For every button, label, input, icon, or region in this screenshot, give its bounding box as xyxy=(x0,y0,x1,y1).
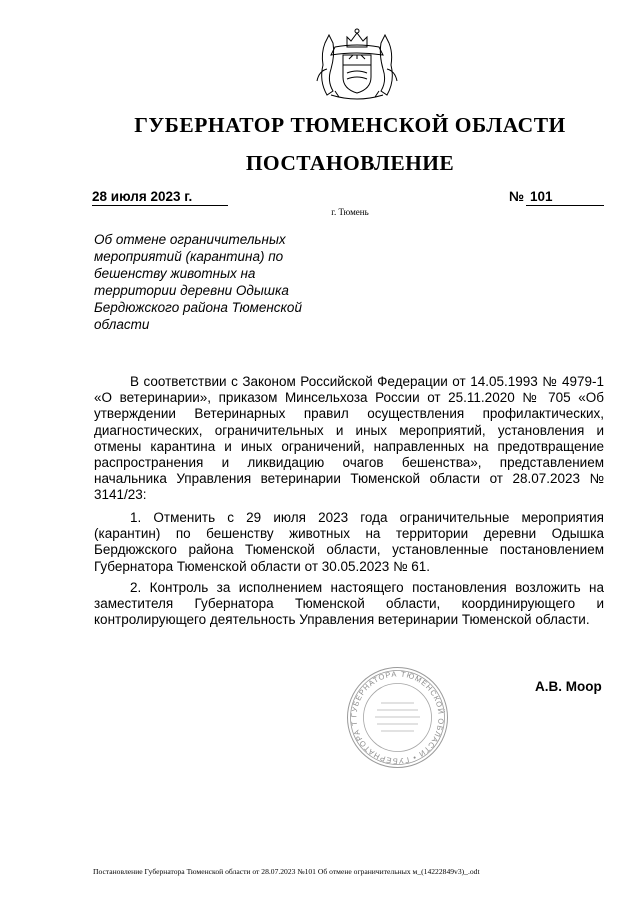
number-label: № xyxy=(509,189,525,204)
coat-of-arms-icon xyxy=(313,25,401,103)
preamble-paragraph: В соответствии с Законом Российской Федерации от 14.05.1993 № 4979-1 «О ветеринарии», приказом Минсельхоза России от 25.11.2020 № 705 «Об утверждении Ветеринарных правил осуществления профилактических, диагностических, ограничительных и иных мероприятий, установления и отмены карантина и иных ограничений, направленных на предотвращение распространения и ликвидацию очагов бешенства», представлением начальника Управления ветеринарии Тюменской области от 28.07.2023 № 3141/23: xyxy=(94,374,604,503)
clause-2-paragraph: 2. Контроль за исполнением настоящего постановления возложить на заместителя Губернатора Тюменской области, координирующего и контролирующего деятельность Управления ветеринарии Тюменской области. xyxy=(94,580,604,628)
document-type: ПОСТАНОВЛЕНИЕ xyxy=(245,151,455,175)
document-number: 101 xyxy=(530,189,553,204)
svg-text:ГУБЕРНАТОРА ТЮМЕНСКОЙ ОБЛАСТИ: ГУБЕРНАТОРА ТЮМЕНСКОЙ ОБЛАСТИ • ГУБЕРНАТОРА Т xyxy=(349,669,446,766)
date-underline xyxy=(92,205,228,206)
issuing-authority: ГУБЕРНАТОР ТЮМЕНСКОЙ ОБЛАСТИ xyxy=(134,113,566,137)
document-date: 28 июля 2023 г. xyxy=(92,189,193,204)
signer-name: А.В. Моор xyxy=(535,679,602,694)
official-seal-stamp-icon xyxy=(345,665,450,770)
footer-file-reference: Постановление Губернатора Тюменской области от 28.07.2023 №101 Об отмене ограничительных м_(14222849v3)_.odt xyxy=(93,867,480,876)
clause-1-paragraph: 1. Отменить с 29 июля 2023 года ограничительные мероприятия (карантин) по бешенству животных на территории деревни Одышка Бердюжского района Тюменской области, установленные постановлением Губернатора Тюменской области от 30.05.2023 № 61. xyxy=(94,510,604,574)
document-city: г. Тюмень xyxy=(331,207,369,217)
document-subject: Об отмене ограничительных мероприятий (карантина) по бешенству животных на территории деревни Одышка Бердюжского района Тюменской области xyxy=(94,232,302,332)
number-underline xyxy=(526,205,604,206)
